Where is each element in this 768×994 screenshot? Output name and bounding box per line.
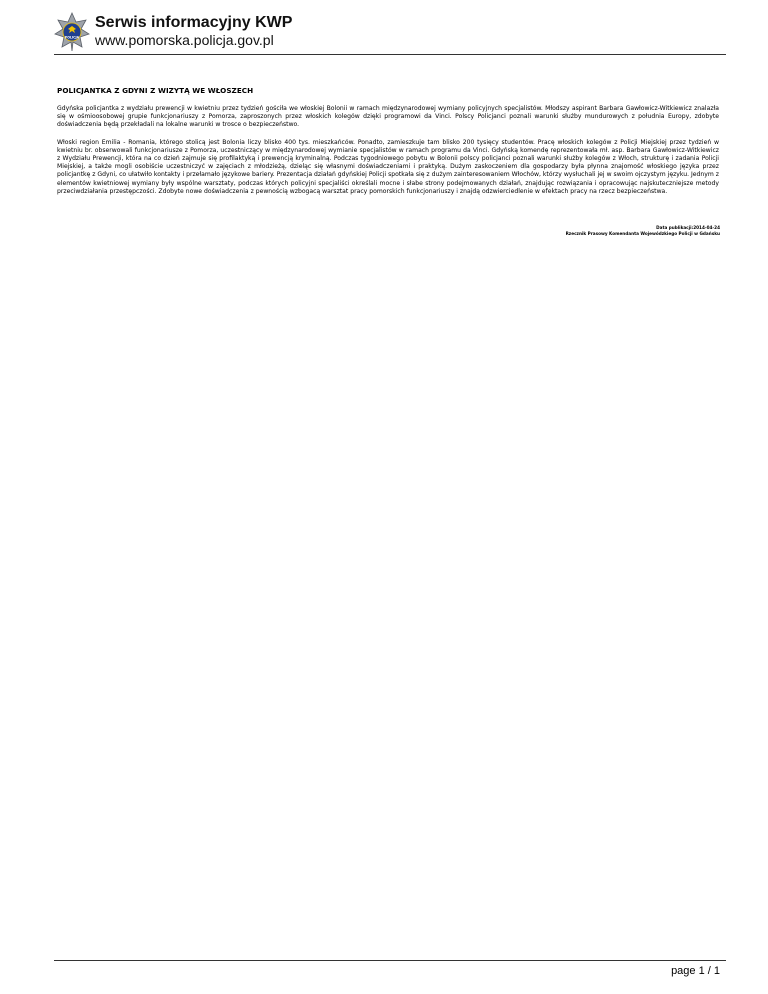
- publication-date: Data publikacji:2014-04-24: [656, 225, 720, 230]
- publication-meta: [566, 225, 720, 237]
- article-paragraph: Włoski region Emilia - Romania, którego stolicą jest Bolonia liczy blisko 400 tys. mieszkańców. Ponadto, zamieszkuje tam blisko 200 tysięcy studentów. Pracę włoskich kolegów z Policji Miejskiej przez tydzień w kwietniu br. obserwowali funkcjonariusze z Pomorza, uczestniczący w międzynarodowej wymianie specjalistów w ramach programu da Vinci. Gdyńską komendę reprezentowała mł. asp. Barbara Gawłowicz-Witkiewicz z Wydziału Prewencji, która na co dzień zajmuje się profilaktyką i prewencją kryminalną. Podczas tygodniowego pobytu w Bolonii polscy policjanci poznali warunki służby kolegów z Włoch, strukturę i zadania Policji Miejskiej, a także mogli osobiście uczestniczyć w zajęciach z młodzieżą, dzieląc się własnymi doświadczeniami i praktyką. Dużym zaskoczeniem dla gospodarzy była płynna znajomość włoskiego języka przez policjantkę z Gdyni, co ułatwiło kontakty i przełamało językowe bariery. Prezentacja działań gdyńskiej Policji spotkała się z dużym zainteresowaniem Włochów, którzy wysłuchali jej w swoim ojczystym języku. Jednym z elementów kwietniowej wymiany były wspólne warsztaty, podczas których policyjni specjaliści określali mocne i słabe strony podejmowanych działań, znajdując rozwiązania i opracowując najskuteczniejsze metody przeciwdziałania przestępczości. Zdobyte nowe doświadczenia z pewnością wzbogacą warsztat pracy pomorskich funkcjonariuszy i znajdą odzwierciedlenie w efektach pracy na rzecz bezpieczeństwa.: [57, 138, 719, 195]
- page-number: page 1 / 1: [671, 965, 720, 977]
- logo-text: POLICJA: [64, 35, 80, 40]
- police-star-icon: [54, 12, 90, 52]
- footer-divider: [54, 960, 726, 961]
- article: [57, 86, 719, 205]
- site-title: Serwis informacyjny KWP: [95, 14, 293, 31]
- site-url[interactable]: www.pomorska.policja.gov.pl: [95, 32, 274, 48]
- article-author: Rzecznik Prasowy Komendanta Wojewódzkiego Policji w Gdańsku: [565, 231, 720, 236]
- page-header: [54, 8, 726, 54]
- article-paragraph: Gdyńska policjantka z wydziału prewencji w kwietniu przez tydzień gościła we włoskiej Bolonii w ramach międzynarodowej wymiany policyjnych specjalistów. Młodszy aspirant Barbara Gawłowicz-Witkiewicz znalazła się w ośmioosobowej grupie funkcjonariuszy z Pomorza, zaproszonych przez włoskich kolegów dzięki programowi da Vinci. Polscy Policjanci poznali warunki służby mundurowych z południa Europy, zdobyte doświadczenia będą przekładali na lokalne warunki w trosce o bezpieczeństwo.: [57, 105, 719, 129]
- header-divider: [54, 54, 726, 55]
- article-title: POLICJANTKA Z GDYNI Z WIZYTĄ WE WŁOSZECH: [57, 86, 254, 95]
